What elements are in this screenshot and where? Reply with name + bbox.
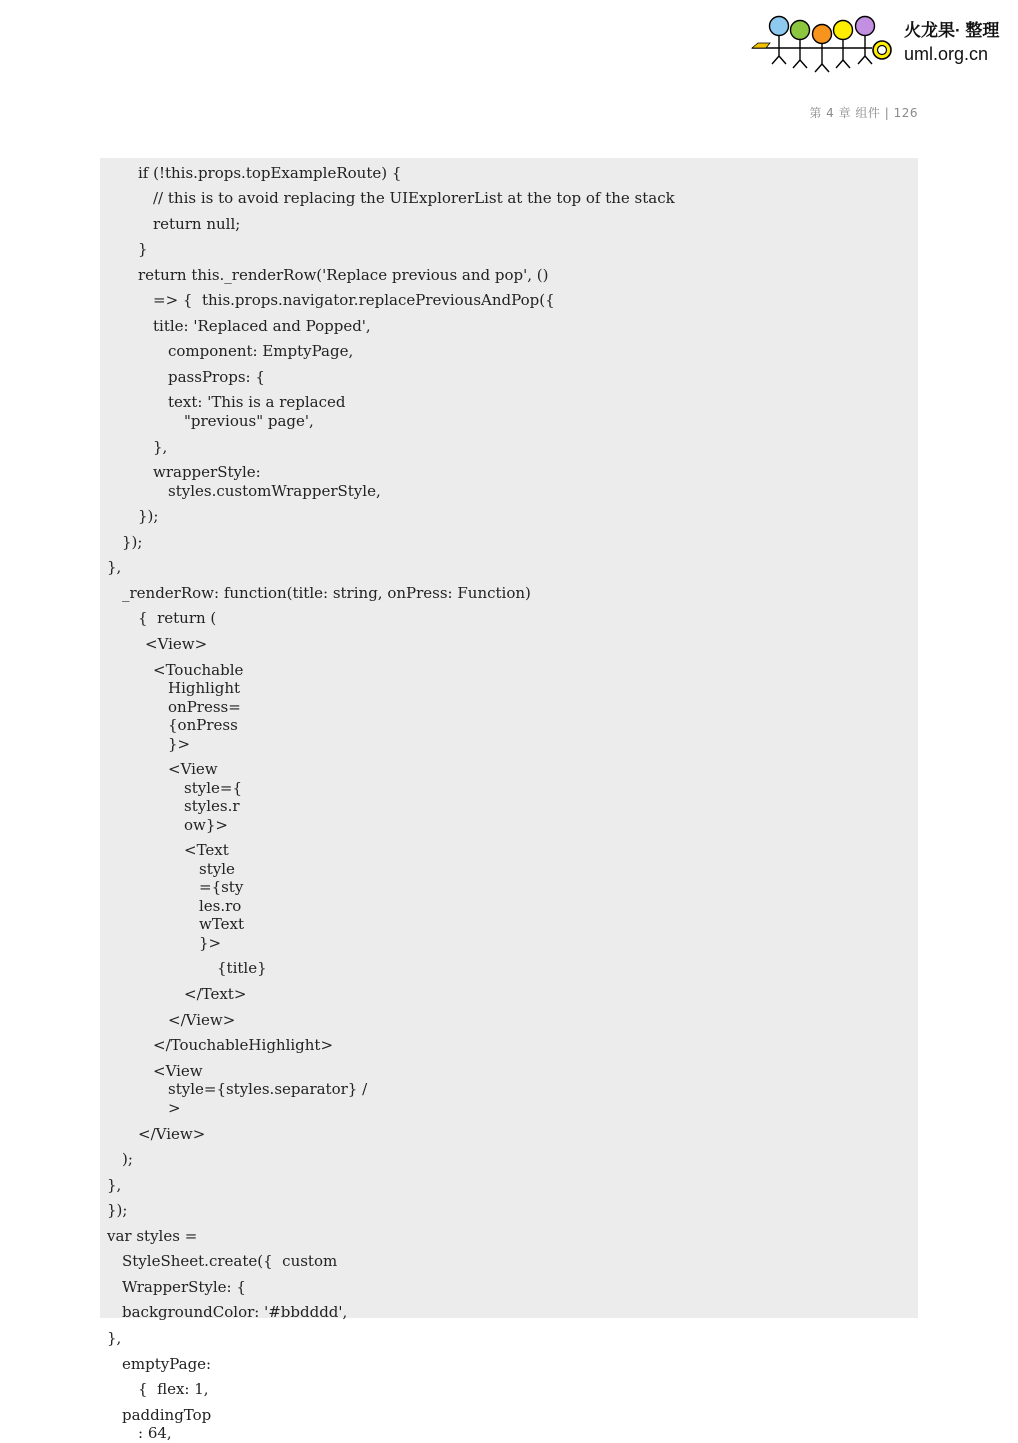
- code-line: </Text>: [184, 985, 247, 1003]
- code-line: styles.customWrapperStyle,: [168, 482, 381, 500]
- code-line: wrapperStyle:: [153, 463, 261, 481]
- code-line: { return (: [138, 609, 217, 627]
- code-line: );: [122, 1150, 133, 1168]
- code-line: if (!this.props.topExampleRoute) {: [138, 164, 402, 182]
- code-line: <View: [168, 760, 218, 778]
- chapter-page-header: 第 4 章 组件 | 126: [809, 106, 918, 120]
- code-line: passProps: {: [168, 368, 265, 386]
- code-line: var styles =: [107, 1227, 198, 1245]
- logo-domain: uml.org.cn: [904, 44, 989, 64]
- code-line: <View>: [145, 635, 208, 653]
- code-line: <Text: [184, 841, 229, 859]
- logo-head-yellow: [834, 21, 853, 40]
- code-line: paddingTop: [122, 1406, 212, 1424]
- code-line: >: [168, 1099, 181, 1117]
- code-line: { flex: 1,: [138, 1380, 209, 1398]
- logo-text: [904, 20, 999, 66]
- logo-name: 火龙果· 整理: [904, 21, 1000, 40]
- code-line: wText: [199, 915, 245, 933]
- code-line: => { this.props.navigator.replacePreviousAndPop({: [153, 291, 555, 309]
- code-line: {onPress: [168, 716, 238, 734]
- code-line: Highlight: [168, 679, 241, 697]
- code-line: </TouchableHighlight>: [153, 1036, 334, 1054]
- code-line: "previous" page',: [184, 412, 314, 430]
- logo-head-green: [791, 21, 810, 40]
- code-line: </View>: [138, 1125, 206, 1143]
- code-line: }: [138, 240, 148, 258]
- code-line: },: [153, 438, 168, 456]
- code-line: : 64,: [138, 1424, 172, 1442]
- code-line: WrapperStyle: {: [122, 1278, 246, 1296]
- code-line: },: [107, 1176, 122, 1194]
- code-line: les.ro: [199, 897, 242, 915]
- code-line: style={: [184, 779, 242, 797]
- code-line: });: [107, 1201, 128, 1219]
- code-line: }>: [168, 735, 191, 753]
- logo-head-blue: [770, 17, 789, 36]
- code-line: // this is to avoid replacing the UIExplorerList at the top of the stack: [153, 189, 675, 207]
- logo-head-purple: [856, 17, 875, 36]
- code-line: style={styles.separator} /: [168, 1080, 368, 1098]
- code-line: component: EmptyPage,: [168, 342, 354, 360]
- code-line: StyleSheet.create({ custom: [122, 1252, 338, 1270]
- code-line: backgroundColor: '#bbdddd',: [122, 1303, 348, 1321]
- code-line: styles.r: [184, 797, 240, 815]
- code-line: ={sty: [199, 878, 244, 896]
- code-line: _renderRow: function(title: string, onPress: Function): [122, 584, 531, 602]
- code-line: });: [122, 533, 143, 551]
- code-line: });: [138, 507, 159, 525]
- code-line: <Touchable: [153, 661, 244, 679]
- code-line: {title}: [217, 959, 267, 977]
- code-line: text: 'This is a replaced: [168, 393, 346, 411]
- code-line: onPress=: [168, 698, 241, 716]
- code-line: return this._renderRow('Replace previous and pop', (): [138, 266, 549, 284]
- code-line: </View>: [168, 1011, 236, 1029]
- code-line: return null;: [153, 215, 241, 233]
- code-line: }>: [199, 934, 222, 952]
- code-line: emptyPage:: [122, 1355, 212, 1373]
- code-line: ow}>: [184, 816, 228, 834]
- code-line: title: 'Replaced and Popped',: [153, 317, 371, 335]
- code-line: <View: [153, 1062, 203, 1080]
- code-line: },: [107, 1329, 122, 1347]
- logo-stick-figures: [748, 12, 898, 76]
- code-line: style: [199, 860, 235, 878]
- logo-head-orange: [813, 25, 832, 44]
- code-line: },: [107, 558, 122, 576]
